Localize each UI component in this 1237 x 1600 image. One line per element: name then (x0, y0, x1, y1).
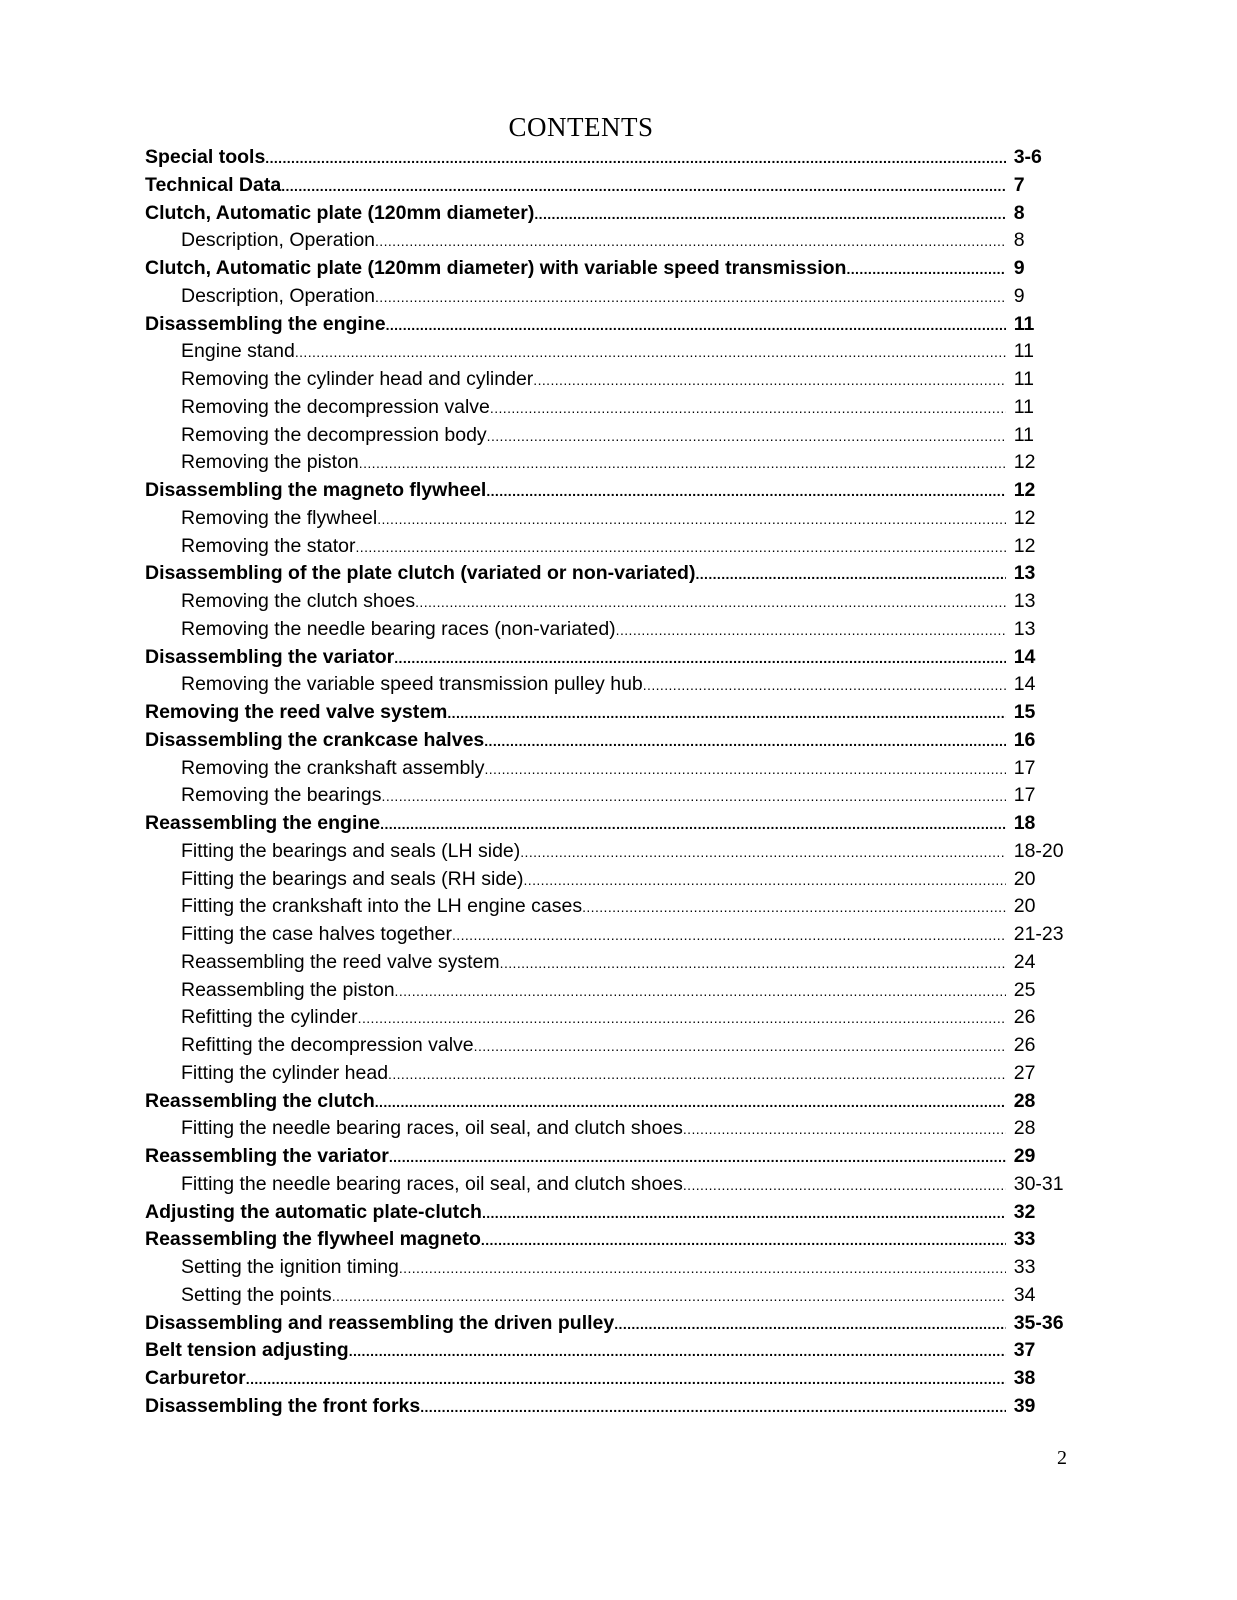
toc-entry-page: 35-36 (1013, 1311, 1064, 1334)
dot-leader (356, 534, 1006, 562)
table-of-contents (145, 144, 1095, 1421)
toc-entry-title: Technical Data (145, 173, 282, 196)
dot-leader (395, 978, 1006, 1006)
toc-entry-label-wrap (145, 616, 1006, 645)
toc-subsection-entry (145, 422, 1095, 450)
dot-leader (683, 1116, 1006, 1144)
toc-subsection-entry (145, 588, 1095, 616)
toc-entry-page: 11 (1013, 368, 1034, 390)
dot-leader (452, 922, 1006, 950)
toc-section-entry (145, 1337, 1095, 1365)
toc-entry-page: 15 (1013, 701, 1036, 723)
toc-entry-page: 16 (1013, 728, 1036, 751)
dot-leader (533, 367, 1005, 395)
toc-section-entry (145, 1226, 1095, 1254)
toc-entry-page: 17 (1013, 784, 1036, 807)
dot-leader (246, 1366, 1006, 1394)
dot-leader (616, 617, 1006, 645)
toc-entry-page: 12 (1013, 451, 1036, 474)
toc-subsection-entry (145, 338, 1095, 366)
toc-entry-label-wrap (145, 422, 1006, 451)
toc-section-entry (145, 560, 1095, 588)
dot-leader (683, 1172, 1006, 1200)
toc-entry-page: 11 (1013, 423, 1034, 446)
toc-entry-label-wrap (145, 1004, 1006, 1033)
toc-entry-title: Removing the clutch shoes (181, 590, 416, 612)
toc-entry-page: 37 (1013, 1339, 1036, 1362)
toc-entry-page: 20 (1013, 895, 1036, 918)
toc-entry-title: Fitting the case halves together (181, 923, 452, 945)
toc-entry-page: 32 (1013, 1200, 1036, 1223)
toc-entry-title: Removing the flywheel (181, 506, 378, 529)
toc-subsection-entry (145, 977, 1095, 1005)
toc-entry-page: 14 (1013, 645, 1036, 668)
toc-entry-label-wrap (145, 727, 1006, 756)
dot-leader (695, 561, 1005, 589)
toc-entry-label-wrap (145, 1060, 1006, 1089)
toc-subsection-entry (145, 505, 1095, 533)
toc-entry-label-wrap (145, 866, 1006, 895)
toc-entry-title: Fitting the bearings and seals (LH side) (181, 839, 521, 862)
toc-entry-page: 12 (1013, 534, 1036, 557)
toc-entry-title: Removing the reed valve system (145, 701, 448, 723)
dot-leader (481, 1227, 1006, 1255)
toc-entry-page: 8 (1013, 201, 1025, 224)
toc-entry-label-wrap (145, 644, 1006, 673)
dot-leader (399, 1255, 1006, 1283)
toc-section-entry (145, 727, 1095, 755)
toc-entry-title: Reassembling the flywheel magneto (145, 1228, 481, 1251)
toc-entry-page: 39 (1013, 1394, 1036, 1417)
toc-entry-title: Adjusting the automatic plate-clutch (145, 1200, 482, 1223)
toc-section-entry (145, 1199, 1095, 1227)
dot-leader (415, 589, 1006, 617)
toc-entry-page: 18-20 (1013, 839, 1064, 862)
toc-subsection-entry (145, 533, 1095, 561)
toc-entry-label-wrap (145, 810, 1006, 839)
toc-section-entry (145, 172, 1095, 200)
toc-entry-page: 29 (1013, 1145, 1036, 1167)
toc-entry-label-wrap (145, 505, 1006, 534)
dot-leader (382, 783, 1006, 811)
dot-leader (490, 395, 1006, 423)
toc-entry-page: 12 (1013, 506, 1036, 529)
toc-entry-title: Disassembling the front forks (145, 1394, 421, 1417)
dot-leader (486, 478, 1005, 506)
toc-entry-title: Reassembling the piston (181, 978, 395, 1001)
toc-entry-title: Disassembling and reassembling the driven pulley (145, 1311, 615, 1334)
toc-entry-label-wrap (145, 1282, 1006, 1311)
toc-section-entry (145, 1310, 1095, 1338)
toc-entry-label-wrap (145, 449, 1006, 478)
toc-entry-label-wrap (145, 1032, 1006, 1061)
toc-entry-label-wrap (145, 699, 1006, 728)
dot-leader (375, 228, 1006, 256)
toc-entry-title: Reassembling the engine (145, 812, 381, 834)
toc-entry-page: 8 (1013, 229, 1025, 252)
toc-subsection-entry (145, 227, 1095, 255)
toc-entry-label-wrap (145, 1171, 1006, 1200)
toc-subsection-entry (145, 838, 1095, 866)
toc-section-entry (145, 699, 1095, 727)
toc-subsection-entry (145, 755, 1095, 783)
dot-leader (388, 1061, 1006, 1089)
toc-subsection-entry (145, 949, 1095, 977)
toc-entry-label-wrap (145, 588, 1006, 617)
toc-entry-page: 20 (1013, 867, 1036, 890)
toc-entry-label-wrap (145, 533, 1006, 562)
toc-subsection-entry (145, 283, 1095, 311)
dot-leader (281, 173, 1006, 201)
toc-subsection-entry (145, 616, 1095, 644)
toc-entry-title: Fitting the needle bearing races, oil seal, and clutch shoes (181, 1172, 683, 1195)
toc-entry-page: 21-23 (1013, 923, 1064, 945)
toc-subsection-entry (145, 1282, 1095, 1310)
toc-entry-page: 13 (1013, 590, 1036, 612)
toc-entry-label-wrap (145, 921, 1006, 950)
toc-entry-label-wrap (145, 283, 1006, 312)
toc-subsection-entry (145, 893, 1095, 921)
toc-section-entry (145, 810, 1095, 838)
dot-leader (375, 284, 1006, 312)
toc-entry-page: 11 (1013, 340, 1034, 363)
toc-entry-title: Removing the crankshaft assembly (181, 756, 485, 779)
toc-entry-title: Disassembling the engine (145, 312, 386, 335)
toc-entry-label-wrap (145, 144, 1006, 173)
toc-entry-title: Fitting the bearings and seals (RH side) (181, 867, 524, 890)
toc-subsection-entry (145, 1115, 1095, 1143)
toc-entry-label-wrap (145, 1337, 1006, 1366)
toc-entry-title: Setting the points (181, 1283, 332, 1306)
toc-entry-title: Special tools (145, 146, 266, 168)
dot-leader (359, 450, 1006, 478)
toc-section-entry (145, 144, 1095, 172)
toc-entry-label-wrap (145, 172, 1006, 201)
dot-leader (582, 894, 1006, 922)
toc-entry-title: Disassembling of the plate clutch (variated or non-variated) (145, 562, 696, 585)
toc-entry-page: 26 (1013, 1006, 1036, 1029)
toc-subsection-entry (145, 449, 1095, 477)
toc-entry-label-wrap (145, 838, 1006, 867)
toc-subsection-entry (145, 866, 1095, 894)
toc-entry-label-wrap (145, 671, 1006, 700)
dot-leader (420, 1394, 1005, 1422)
toc-subsection-entry (145, 782, 1095, 810)
toc-entry-page: 14 (1013, 673, 1036, 696)
toc-subsection-entry (145, 366, 1095, 394)
toc-section-entry (145, 255, 1095, 283)
toc-entry-title: Fitting the needle bearing races, oil seal, and clutch shoes (181, 1117, 683, 1140)
toc-subsection-entry (145, 1060, 1095, 1088)
toc-entry-title: Refitting the decompression valve (181, 1034, 474, 1056)
toc-section-entry (145, 477, 1095, 505)
toc-section-entry (145, 1365, 1095, 1393)
page-title: CONTENTS (508, 112, 654, 142)
toc-entry-title: Setting the ignition timing (181, 1256, 399, 1278)
toc-entry-title: Clutch, Automatic plate (120mm diameter) (145, 201, 535, 224)
toc-entry-page: 24 (1013, 950, 1036, 973)
toc-section-entry (145, 644, 1095, 672)
dot-leader (487, 423, 1006, 451)
toc-entry-page: 7 (1013, 173, 1025, 196)
toc-entry-title: Removing the bearings (181, 784, 382, 807)
dot-leader (295, 339, 1006, 367)
toc-section-entry (145, 1143, 1095, 1171)
toc-entry-label-wrap (145, 227, 1006, 256)
toc-entry-title: Disassembling the variator (145, 645, 395, 668)
toc-entry-label-wrap (145, 1254, 1006, 1283)
toc-section-entry (145, 200, 1095, 228)
toc-entry-page: 28 (1013, 1089, 1036, 1112)
toc-entry-page: 12 (1013, 479, 1036, 501)
dot-leader (846, 256, 1005, 284)
toc-entry-label-wrap (145, 1143, 1006, 1172)
dot-leader (500, 950, 1006, 978)
dot-leader (332, 1283, 1006, 1311)
dot-leader (447, 700, 1005, 728)
toc-entry-title: Refitting the cylinder (181, 1006, 358, 1029)
toc-entry-title: Removing the cylinder head and cylinder (181, 368, 534, 390)
toc-entry-page: 27 (1013, 1061, 1036, 1084)
toc-subsection-entry (145, 671, 1095, 699)
toc-subsection-entry (145, 1171, 1095, 1199)
toc-entry-label-wrap (145, 338, 1006, 367)
dot-leader (520, 839, 1005, 867)
dot-leader (524, 867, 1006, 895)
toc-entry-label-wrap (145, 1310, 1006, 1339)
toc-entry-title: Belt tension adjusting (145, 1339, 349, 1362)
toc-entry-page: 9 (1013, 284, 1025, 307)
toc-entry-title: Clutch, Automatic plate (120mm diameter) with variable speed transmission (145, 257, 847, 279)
toc-entry-title: Removing the decompression body (181, 423, 487, 446)
toc-entry-title: Fitting the crankshaft into the LH engine cases (181, 895, 583, 918)
toc-entry-label-wrap (145, 949, 1006, 978)
dot-leader (474, 1033, 1006, 1061)
toc-entry-label-wrap (145, 1226, 1006, 1255)
toc-entry-label-wrap (145, 782, 1006, 811)
toc-entry-page: 13 (1013, 617, 1036, 640)
dot-leader (377, 506, 1006, 534)
toc-entry-title: Removing the piston (181, 451, 359, 474)
toc-entry-page: 38 (1013, 1367, 1036, 1389)
toc-subsection-entry (145, 921, 1095, 949)
dot-leader (484, 728, 1005, 756)
toc-entry-title: Engine stand (181, 340, 295, 363)
toc-entry-title: Disassembling the magneto flywheel (145, 479, 487, 501)
toc-entry-page: 11 (1013, 395, 1034, 418)
toc-entry-title: Description, Operation (181, 284, 376, 307)
dot-leader (394, 645, 1005, 673)
toc-entry-title: Carburetor (145, 1367, 246, 1389)
toc-entry-page: 34 (1013, 1283, 1036, 1306)
dot-leader (534, 201, 1005, 229)
toc-entry-page: 26 (1013, 1034, 1036, 1056)
toc-entry-label-wrap (145, 311, 1006, 340)
toc-entry-title: Description, Operation (181, 229, 376, 252)
toc-entry-label-wrap (145, 200, 1006, 229)
toc-entry-page: 25 (1013, 978, 1036, 1001)
page-number: 2 (1057, 1447, 1067, 1469)
toc-entry-label-wrap (145, 366, 1006, 395)
toc-entry-title: Removing the variable speed transmission pulley hub (181, 673, 643, 696)
toc-section-entry (145, 1088, 1095, 1116)
toc-entry-label-wrap (145, 1365, 1006, 1394)
dot-leader (358, 1005, 1006, 1033)
toc-subsection-entry (145, 394, 1095, 422)
toc-entry-page: 28 (1013, 1117, 1036, 1140)
toc-entry-page: 13 (1013, 562, 1036, 585)
toc-entry-title: Reassembling the clutch (145, 1089, 375, 1112)
toc-entry-label-wrap (145, 394, 1006, 423)
toc-entry-label-wrap (145, 1088, 1006, 1117)
toc-entry-label-wrap (145, 1393, 1006, 1422)
dot-leader (265, 145, 1005, 173)
toc-entry-page: 11 (1013, 312, 1035, 335)
toc-entry-title: Reassembling the variator (145, 1145, 389, 1167)
toc-entry-title: Removing the stator (181, 534, 356, 557)
toc-subsection-entry (145, 1254, 1095, 1282)
toc-entry-label-wrap (145, 977, 1006, 1006)
dot-leader (386, 312, 1006, 340)
dot-leader (380, 811, 1006, 839)
toc-entry-title: Reassembling the reed valve system (181, 950, 500, 973)
toc-entry-title: Removing the needle bearing races (non-variated) (181, 617, 616, 640)
dot-leader (349, 1338, 1006, 1366)
toc-entry-label-wrap (145, 255, 1006, 284)
toc-entry-label-wrap (145, 477, 1006, 506)
toc-entry-page: 17 (1013, 756, 1036, 779)
toc-entry-label-wrap (145, 893, 1006, 922)
toc-section-entry (145, 1393, 1095, 1421)
toc-entry-page: 30-31 (1013, 1172, 1064, 1195)
toc-entry-title: Disassembling the crankcase halves (145, 728, 485, 751)
toc-entry-label-wrap (145, 755, 1006, 784)
dot-leader (375, 1089, 1006, 1117)
dot-leader (484, 756, 1005, 784)
dot-leader (389, 1144, 1006, 1172)
toc-subsection-entry (145, 1004, 1095, 1032)
toc-entry-page: 33 (1013, 1256, 1036, 1278)
dot-leader (643, 672, 1006, 700)
toc-entry-page: 33 (1013, 1228, 1036, 1251)
toc-entry-label-wrap (145, 1199, 1006, 1228)
toc-entry-label-wrap (145, 1115, 1006, 1144)
toc-entry-title: Removing the decompression valve (181, 395, 490, 418)
toc-subsection-entry (145, 1032, 1095, 1060)
toc-entry-label-wrap (145, 560, 1006, 589)
toc-section-entry (145, 311, 1095, 339)
toc-entry-page: 9 (1013, 257, 1025, 279)
toc-entry-page: 18 (1013, 812, 1036, 834)
toc-entry-title: Fitting the cylinder head (181, 1061, 389, 1084)
dot-leader (482, 1200, 1006, 1228)
dot-leader (614, 1311, 1005, 1339)
toc-entry-page: 3-6 (1013, 146, 1042, 168)
